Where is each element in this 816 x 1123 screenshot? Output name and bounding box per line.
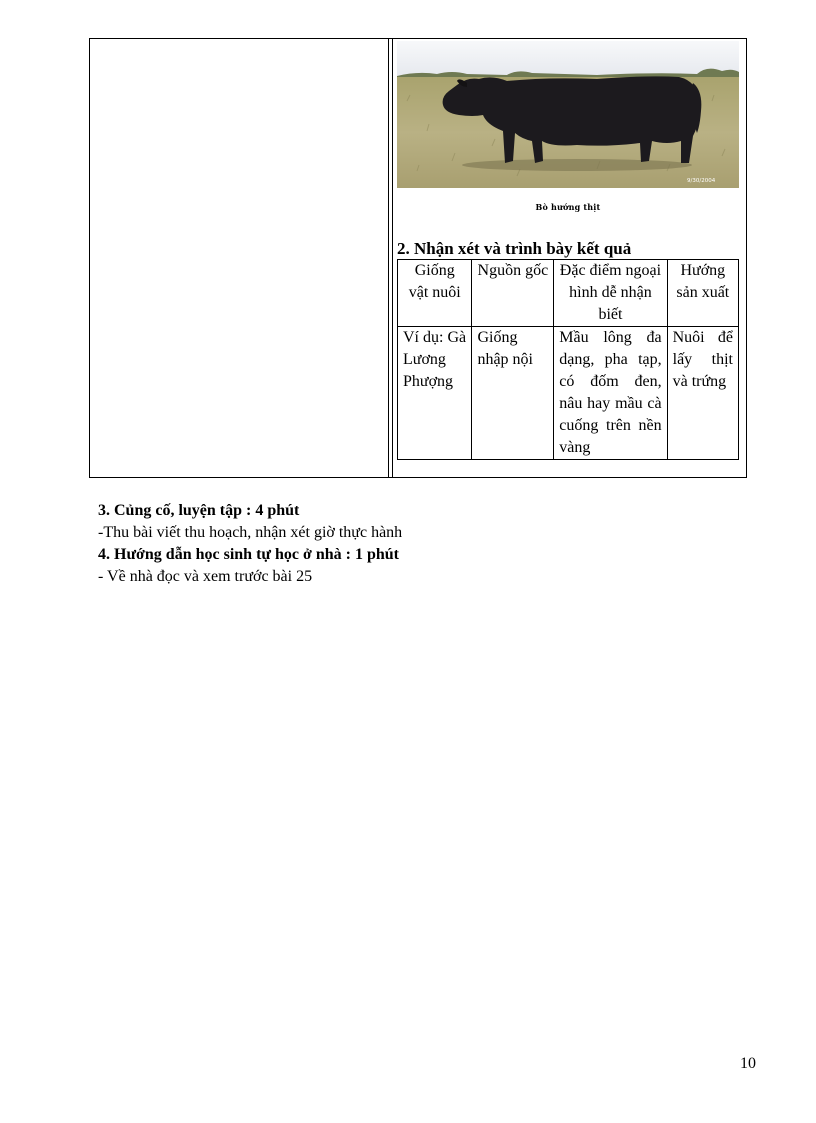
cow-photo [397,41,739,188]
table-header-cell: Hướng sản xuất [667,260,738,327]
table-header-cell: Nguồn gốc [472,260,554,327]
section-3-text: -Thu bài viết thu hoạch, nhận xét giờ thực hành [98,524,403,541]
page-number: 10 [740,1055,756,1072]
figure-caption: Bò hướng thịt [535,202,601,212]
breed-results-table [397,259,739,460]
table-cell: Giống nhập nội [472,327,554,460]
table-row [398,327,739,460]
table-header-cell: Đặc điểm ngoại hình dễ nhận biết [554,260,667,327]
table-cell: Nuôi để lấy thịt và trứng [667,327,738,460]
section-4-heading: 4. Hướng dẫn học sinh tự học ở nhà : 1 phút [98,546,400,563]
table-header-row [398,260,739,327]
section-4-text: - Về nhà đọc và xem trước bài 25 [98,568,313,585]
table-cell: Ví dụ: Gà Lương Phượng [398,327,472,460]
photo-date-stamp: 9/30/2004 [687,178,716,184]
column-divider [388,39,389,477]
table-cell: Mầu lông đa dạng, pha tạp, có đốm đen, nâu hay mầu cà cuống trên nền vàng [554,327,667,460]
table-header-cell: Giống vật nuôi [398,260,472,327]
section-2-heading: 2. Nhận xét và trình bày kết quả [397,239,632,258]
lesson-notes [98,500,402,588]
lesson-table [89,38,747,478]
section-3-heading: 3. Củng cố, luyện tập : 4 phút [98,502,300,519]
column-divider [392,39,393,477]
